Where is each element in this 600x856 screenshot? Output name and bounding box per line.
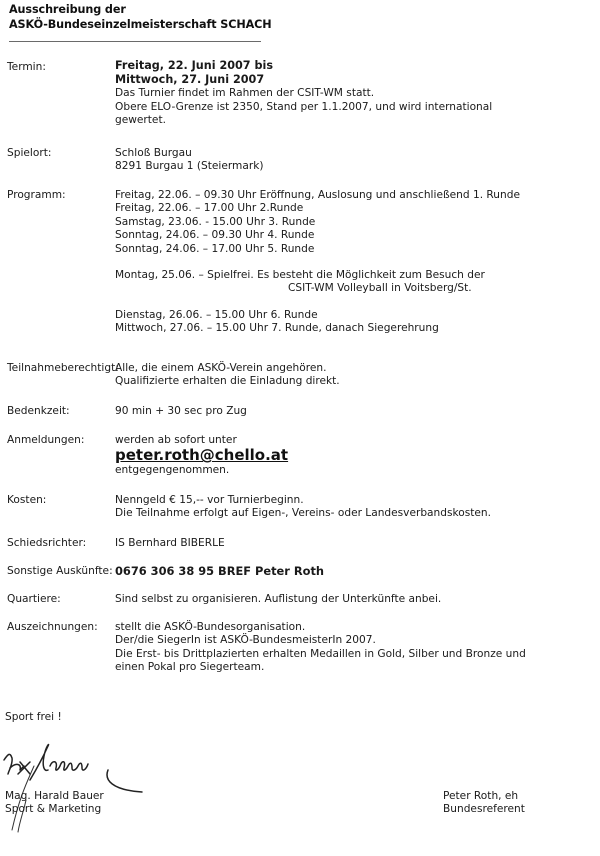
signatory-left <box>5 790 104 817</box>
auszeichnungen-line-1: stellt die ASKÖ-Bundesorganisation. <box>115 621 306 633</box>
termin-value <box>115 59 492 128</box>
anmeldungen-label: Anmeldungen: <box>7 434 85 446</box>
auskuenfte-value: 0676 306 38 95 BREF Peter Roth <box>115 564 325 578</box>
bedenkzeit-value: 90 min + 30 sec pro Zug <box>115 405 247 417</box>
schiedsrichter-label: Schiedsrichter: <box>7 537 87 549</box>
programm-restday-2: CSIT-WM Volleyball in Voitsberg/St. <box>288 282 472 295</box>
auszeichnungen-line-3: Die Erst- bis Drittplazierten erhalten Medaillen in Gold, Silber und Bronze und <box>115 647 526 660</box>
handwritten-signature <box>0 740 170 835</box>
programm-round: Sonntag, 24.06. – 17.00 Uhr 5. Runde <box>115 242 315 255</box>
programm-label: Programm: <box>7 189 66 201</box>
programm-value <box>115 189 520 336</box>
spielort-value <box>115 147 263 174</box>
programm-restday-1: Montag, 25.06. – Spielfrei. Es besteht die Möglichkeit zum Besuch der <box>115 269 485 282</box>
signatory-right-title: Bundesreferent <box>443 803 525 816</box>
auszeichnungen-label: Auszeichnungen: <box>7 621 98 633</box>
programm-round: Dienstag, 26.06. – 15.00 Uhr 6. Runde <box>115 308 318 321</box>
auszeichnungen-line-4: einen Pokal pro Siegerteam. <box>115 661 265 674</box>
teilnahme-line-2: Qualifizierte erhalten die Einladung direkt. <box>115 375 340 388</box>
schiedsrichter-value: IS Bernhard BIBERLE <box>115 537 225 549</box>
termin-label: Termin: <box>7 61 46 73</box>
document-title <box>9 3 272 32</box>
termin-date-start: Freitag, 22. Juni 2007 bis <box>115 59 273 72</box>
kosten-value <box>115 494 491 521</box>
signatory-left-title: Sport & Marketing <box>5 803 102 816</box>
quartiere-value: Sind selbst zu organisieren. Auflistung der Unterkünfte anbei. <box>115 593 442 605</box>
programm-round: Mittwoch, 27.06. – 15.00 Uhr 7. Runde, danach Siegerehrung <box>115 322 439 335</box>
spielort-line-1: Schloß Burgau <box>115 147 192 159</box>
anmeldungen-line-3: entgegengenommen. <box>115 464 230 477</box>
anmeldungen-line-1: werden ab sofort unter <box>115 434 237 446</box>
kosten-label: Kosten: <box>7 494 47 506</box>
auskuenfte-label: Sonstige Auskünfte: <box>7 565 113 577</box>
signatory-right <box>443 790 525 817</box>
signatory-right-name: Peter Roth, eh <box>443 790 519 802</box>
bedenkzeit-label: Bedenkzeit: <box>7 405 70 417</box>
title-line-1: Ausschreibung der <box>9 3 126 16</box>
spielort-label: Spielort: <box>7 147 52 159</box>
quartiere-label: Quartiere: <box>7 593 61 605</box>
title-divider <box>9 41 261 42</box>
kosten-line-1: Nenngeld € 15,-- vor Turnierbeginn. <box>115 494 304 506</box>
programm-round: Sonntag, 24.06. – 09.30 Uhr 4. Runde <box>115 229 315 242</box>
termin-date-end: Mittwoch, 27. Juni 2007 <box>115 73 265 87</box>
title-line-2: ASKÖ-Bundeseinzelmeisterschaft SCHACH <box>9 17 272 31</box>
programm-round: Freitag, 22.06. – 17.00 Uhr 2.Runde <box>115 202 304 215</box>
programm-round: Freitag, 22.06. – 09.30 Uhr Eröffnung, Auslosung und anschließend 1. Runde <box>115 189 520 201</box>
teilnahme-label: Teilnahmeberechtigt: <box>7 362 119 374</box>
signatory-left-name: Mag. Harald Bauer <box>5 790 104 802</box>
kosten-line-2: Die Teilnahme erfolgt auf Eigen-, Vereins- oder Landesverbandskosten. <box>115 507 492 520</box>
email-link[interactable]: peter.roth@chello.at <box>115 446 289 465</box>
anmeldungen-value <box>115 434 288 478</box>
teilnahme-value <box>115 362 340 389</box>
termin-info-2: Obere ELO-Grenze ist 2350, Stand per 1.1.2007, und wird international <box>115 100 493 113</box>
spielort-line-2: 8291 Burgau 1 (Steiermark) <box>115 160 264 173</box>
auszeichnungen-line-2: Der/die SiegerIn ist ASKÖ-BundesmeisterIn 2007. <box>115 634 376 647</box>
termin-info-3: gewertet. <box>115 114 166 127</box>
programm-round: Samstag, 23.06. - 15.00 Uhr 3. Runde <box>115 215 316 228</box>
closing-greeting: Sport frei ! <box>5 711 62 723</box>
auszeichnungen-value <box>115 621 526 675</box>
termin-info-1: Das Turnier findet im Rahmen der CSIT-WM statt. <box>115 87 375 100</box>
teilnahme-line-1: Alle, die einem ASKÖ-Verein angehören. <box>115 362 327 374</box>
